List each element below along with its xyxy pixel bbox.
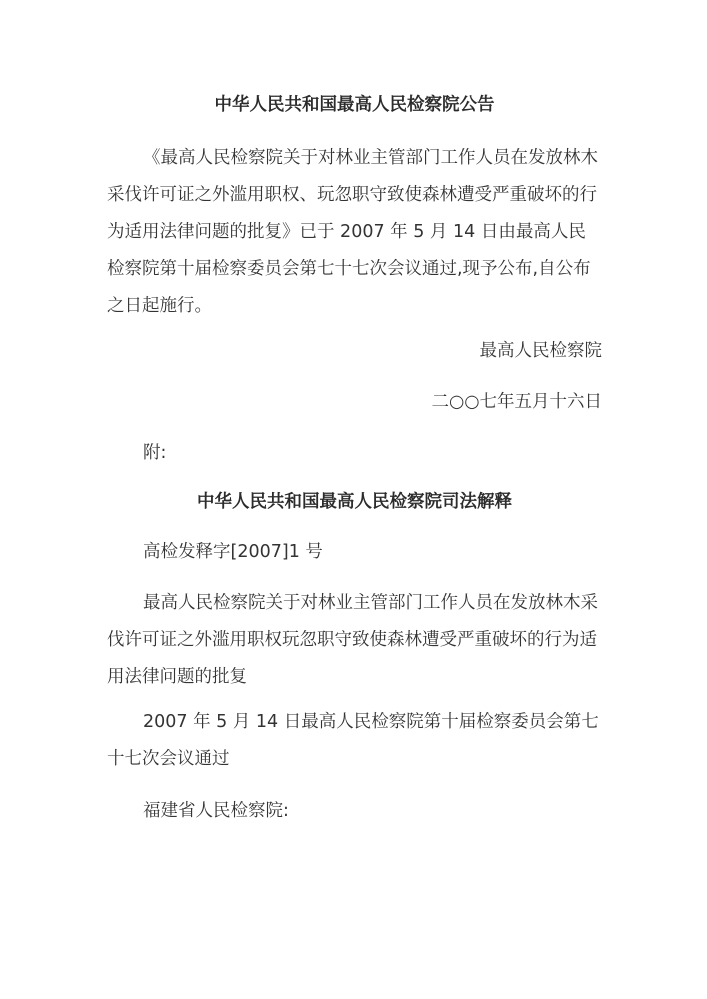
announcement-title: 中华人民共和国最高人民检察院公告 xyxy=(214,95,495,115)
announcement-body: 《最高人民检察院关于对林业主管部门工作人员在发放林木采伐许可证之外滥用职权、玩忽职守致使森林遭受严重破坏的行为适用法律问题的批复》已于 2007 年 5 月 14 日由最高人民检察院第十届检察委员会第七十七次会议通过,现予公布,自公布之日起施行。 xyxy=(107,148,598,316)
interpretation-addressee: 福建省人民检察院: xyxy=(143,801,289,821)
announcement-signature: 最高人民检察院 xyxy=(479,341,602,361)
interpretation-title: 中华人民共和国最高人民检察院司法解释 xyxy=(197,492,512,512)
interpretation-doc-number: 高检发释字[2007]1 号 xyxy=(143,542,323,562)
attachment-label: 附: xyxy=(143,443,167,463)
interpretation-subject: 最高人民检察院关于对林业主管部门工作人员在发放林木采伐许可证之外滥用职权玩忽职守致使森林遭受严重破坏的行为适用法律问题的批复 xyxy=(107,593,598,687)
announcement-date: 二○○七年五月十六日 xyxy=(431,392,602,412)
interpretation-adopted: 2007 年 5 月 14 日最高人民检察院第十届检察委员会第七十七次会议通过 xyxy=(107,712,599,769)
